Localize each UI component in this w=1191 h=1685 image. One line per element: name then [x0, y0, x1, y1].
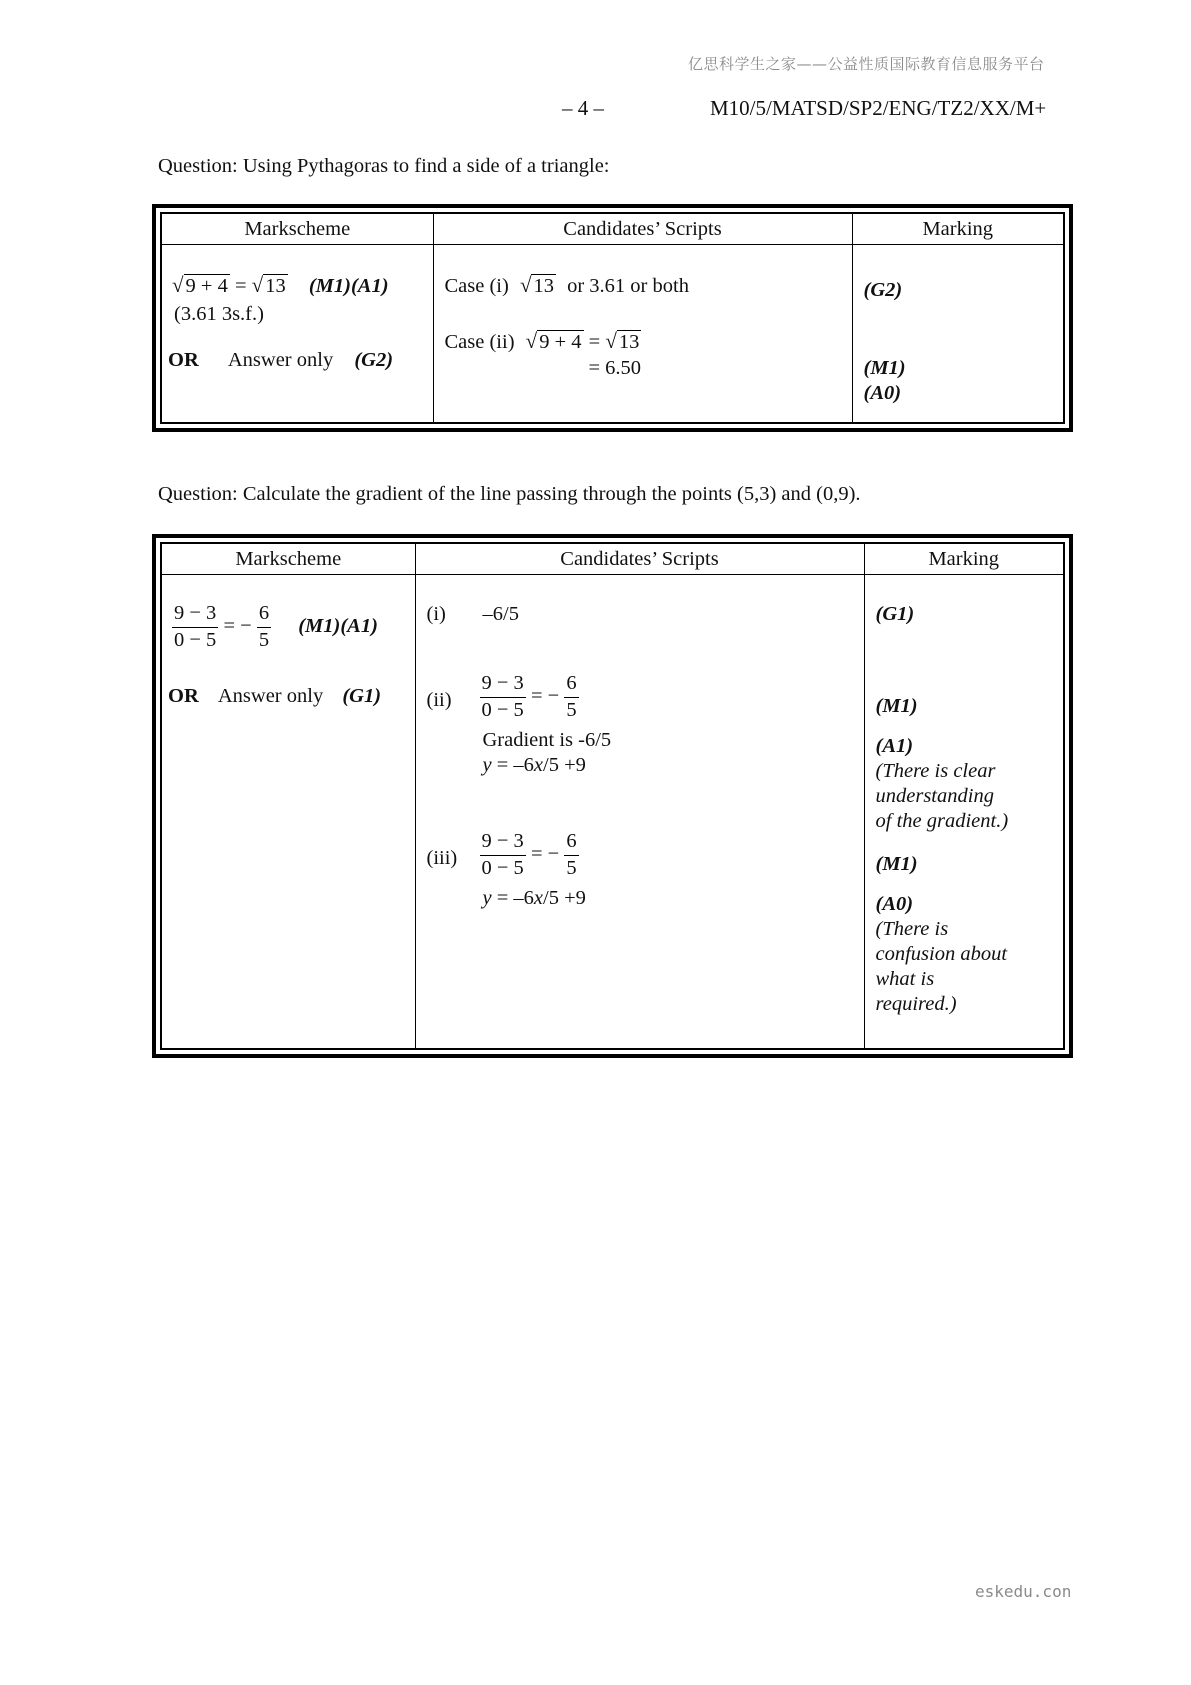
- header-marking: Marking: [852, 214, 1063, 245]
- gradient-expression: $\frac{9 - 3}{0 - 5}$ = − $\frac{6}{5}$ (M1)(A1): [174, 602, 378, 651]
- marking-m1-second: (M1): [875, 853, 918, 875]
- marking-a0-note-2: confusion about: [875, 943, 1008, 965]
- script-ii-gradient: Gradient is -6/5: [482, 729, 612, 751]
- marking-a0-note-1: (There is: [875, 918, 949, 940]
- question-pythagoras: Question: Using Pythagoras to find a side of a triangle:: [158, 155, 610, 177]
- marking-a1: (A1): [875, 735, 914, 757]
- script-ii-expression: $\frac{9 - 3}{0 - 5}$ = − $\frac{6}{5}$: [481, 672, 577, 721]
- rounding-note: (3.61 3s.f.): [174, 303, 264, 325]
- marking-a0: (A0): [875, 893, 914, 915]
- document-code: M10/5/MATSD/SP2/ENG/TZ2/XX/M+: [710, 96, 1047, 120]
- header-markscheme: Markscheme: [162, 214, 433, 245]
- marking-a1-note-1: (There is clear: [875, 760, 996, 782]
- page-number: – 4 –: [562, 96, 604, 120]
- footer-watermark: eskedu.con: [975, 1582, 1072, 1601]
- header-watermark: 亿思科学生之家——公益性质国际教育信息服务平台: [688, 55, 1045, 73]
- script-i-label: (i): [426, 603, 446, 625]
- scripts-cell: [433, 245, 852, 423]
- markscheme-cell: [162, 575, 415, 1049]
- answer-only-line: OR Answer only (G2): [168, 349, 394, 371]
- question-gradient: Question: Calculate the gradient of the line passing through the points (5,3) and (0,9).: [158, 483, 861, 505]
- scripts-cell: [415, 575, 864, 1049]
- answer-only-line: OR Answer only (G1): [168, 685, 382, 707]
- header-candidates-scripts: Candidates’ Scripts: [433, 214, 852, 245]
- header-candidates-scripts: Candidates’ Scripts: [415, 544, 864, 575]
- marking-a0-note-3: what is: [875, 968, 935, 990]
- markscheme-cell: [162, 245, 433, 423]
- script-ii-label: (ii): [426, 689, 452, 711]
- marking-a1-note-3: of the gradient.): [875, 810, 1009, 832]
- marking-g2: (G2): [863, 279, 903, 301]
- marking-g1: (G1): [875, 603, 915, 625]
- script-iii-equation: y = –6x/5 +9: [482, 887, 586, 909]
- header-markscheme: Markscheme: [162, 544, 415, 575]
- marking-a0-note-4: required.): [875, 993, 957, 1015]
- script-iii-expression: $\frac{9 - 3}{0 - 5}$ = − $\frac{6}{5}$: [481, 830, 577, 879]
- script-iii-label: (iii): [426, 847, 458, 869]
- marking-a1-note-2: understanding: [875, 785, 994, 807]
- pythagoras-expression: √9 + 4 = √13 (M1)(A1): [172, 273, 389, 297]
- markscheme-table-pythagoras: [152, 204, 1073, 432]
- header-marking: Marking: [864, 544, 1063, 575]
- marking-a0: (A0): [863, 382, 902, 404]
- marking-m1: (M1): [863, 357, 906, 379]
- script-case-i: Case (i) √13 or 3.61 or both: [444, 273, 689, 297]
- marking-m1: (M1): [875, 695, 918, 717]
- marking-cell: [864, 575, 1063, 1049]
- markscheme-table-gradient: [152, 534, 1073, 1058]
- script-ii-equation: y = –6x/5 +9: [482, 754, 586, 776]
- script-i-value: –6/5: [482, 603, 519, 625]
- script-case-ii-result: = 6.50: [588, 357, 642, 379]
- method-accuracy-marks: (M1)(A1): [308, 275, 389, 297]
- marking-cell: [852, 245, 1063, 423]
- script-case-ii: Case (ii) √9 + 4 = √13: [444, 329, 640, 353]
- method-accuracy-marks: (M1)(A1): [298, 614, 378, 637]
